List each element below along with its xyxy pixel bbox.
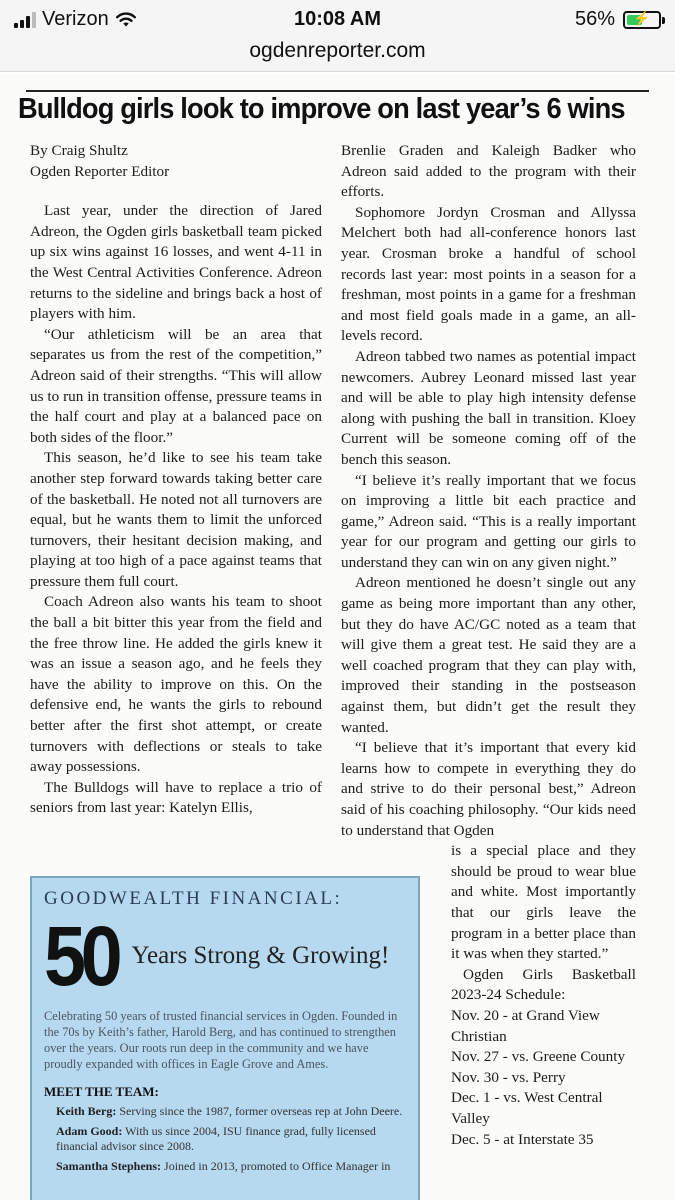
url-bar[interactable]: ogdenreporter.com	[0, 38, 675, 72]
ad-team-member	[56, 1124, 406, 1155]
bolt-icon: ⚡	[633, 9, 651, 26]
headline: Bulldog girls look to improve on last year’s 6 wins	[18, 93, 625, 125]
ad-hero	[44, 909, 406, 1003]
ad-title: GOODWEALTH FINANCIAL:	[44, 888, 343, 909]
battery-tip	[662, 17, 665, 24]
paragraph: “Our athleticism will be an area that separates us from the rest of the competition,” Adreon said of their strengths. “This will allow us to run in transition offense, pressure teams in the half court and play at a balanced pace on both sides of the floor.”	[30, 325, 322, 446]
byline-gap	[30, 182, 322, 201]
member-name: Adam Good:	[56, 1123, 123, 1138]
carrier-label: Verizon	[42, 8, 109, 30]
paragraph: The Bulldogs will have to replace a trio of seniors from last year: Katelyn Ellis,	[30, 778, 322, 817]
paragraph: Last year, under the direction of Jared Adreon, the Ogden girls basketball team picked up six wins against 16 losses, and went 4-11 in the West Central Activities Conference. Adreon returns to the sideline and brings back a host of players with him.	[30, 202, 322, 323]
ad-team-list	[56, 1104, 406, 1174]
member-name: Keith Berg:	[56, 1104, 117, 1118]
ad-team-member	[56, 1104, 406, 1120]
schedule-item: Nov. 30 - vs. Perry	[451, 1068, 566, 1086]
paragraph: “I believe it’s really important that we focus on improving a little bit each practice and game,” Adreon said. “This is a really important year for our program and getting our girls to understand they can win on any given night.”	[341, 471, 636, 571]
paragraph: “I believe that it’s important that every kid learns how to compete in everything they do and strive to do their personal best,” Adreon said of his coaching philosophy. “Our kids need to understand that Ogden	[341, 739, 636, 839]
schedule-item: Nov. 20 - at Grand View Christian	[451, 1006, 600, 1045]
battery-charging-icon	[623, 11, 661, 29]
member-bio: Serving since the 1987, former overseas rep at John Deere.	[119, 1104, 403, 1118]
schedule-item: Dec. 1 - vs. West Central Valley	[451, 1089, 603, 1127]
headline-rule	[26, 90, 649, 92]
paragraph: Coach Adreon also wants his team to shoot the ball a bit bitter this year from the field and the free throw line. He added the girls knew it was an issue a season ago, and he feels they have the ability to improve on this. On the defensive end, he wants the girls to rebound better after the first shot attempt, or create turnovers with deflections or steals to take away possessions.	[30, 593, 322, 776]
ad-team-member	[56, 1159, 406, 1175]
status-bar	[0, 0, 675, 38]
paragraph: Sophomore Jordyn Crosman and Allyssa Melchert both had all-conference honors last year. Crosman broke a handful of school records last year: most points in a season for a freshman, most points in a game for a freshman and most field goals made in a game, an all-levels record.	[341, 203, 636, 345]
status-right	[575, 8, 661, 31]
advertisement	[30, 876, 420, 1200]
paragraph: Brenlie Graden and Kaleigh Badker who Adreon said added to the program with their efforts.	[341, 142, 636, 201]
schedule-title: Ogden Girls Basketball 2023-24 Schedule:	[451, 965, 636, 1004]
paragraph-continuation: is a special place and they should be proud to wear blue and white. Most importantly that our girls leave the program in a better place than it was when they started.”	[451, 842, 636, 963]
ad-description: Celebrating 50 years of trusted financial services in Ogden. Founded in the 70s by Keith’s father, Harold Berg, and has continued to strengthen over the years. Our roots run deep in the community and we have proudly expanded with offices in Eagle Grove and Ames.	[44, 1009, 398, 1071]
member-bio: With us since 2004, ISU finance grad, fully licensed financial advisor since 2008.	[56, 1123, 376, 1153]
schedule-item: Nov. 27 - vs. Greene County	[451, 1048, 626, 1066]
article-image	[0, 73, 675, 1200]
ad-big-number: 50	[44, 909, 118, 1003]
schedule-item: Dec. 5 - at Interstate 35	[451, 1130, 594, 1148]
paragraph: This season, he’d like to see his team take another step forward towards taking better care of the basketball. He noted not all turnovers are equal, but he wants them to limit the unforced turnovers, their hesitant decision making, and playing at too high of a pace against teams that pressure them full court.	[30, 449, 322, 590]
clock: 10:08 AM	[293, 8, 382, 30]
member-bio: Joined in 2013, promoted to Office Manager in	[164, 1158, 391, 1173]
byline-author: By Craig Shultz	[30, 142, 128, 159]
ad-tagline: Years Strong & Growing!	[131, 942, 390, 969]
byline-role: Ogden Reporter Editor	[30, 162, 170, 180]
left-column	[30, 141, 322, 819]
member-name: Samantha Stephens:	[56, 1158, 162, 1173]
ad-team-heading: MEET THE TEAM:	[44, 1084, 159, 1099]
battery-percent: 56%	[574, 8, 615, 30]
paragraph: Adreon tabbed two names as potential impact newcomers. Aubrey Leonard missed last year and will be able to play high intensity defense along with pushing the ball in transition. Kloey Current will be someone coming off of the bench this season.	[341, 347, 636, 468]
paragraph: Adreon mentioned he doesn’t single out any game as being more important than any other, but they do have AC/GC noted as a team that will give them a great test. He said they are a well coached program that they can play with, improved their standing in the postseason against them, but didn’t get the result they wanted.	[341, 574, 636, 736]
